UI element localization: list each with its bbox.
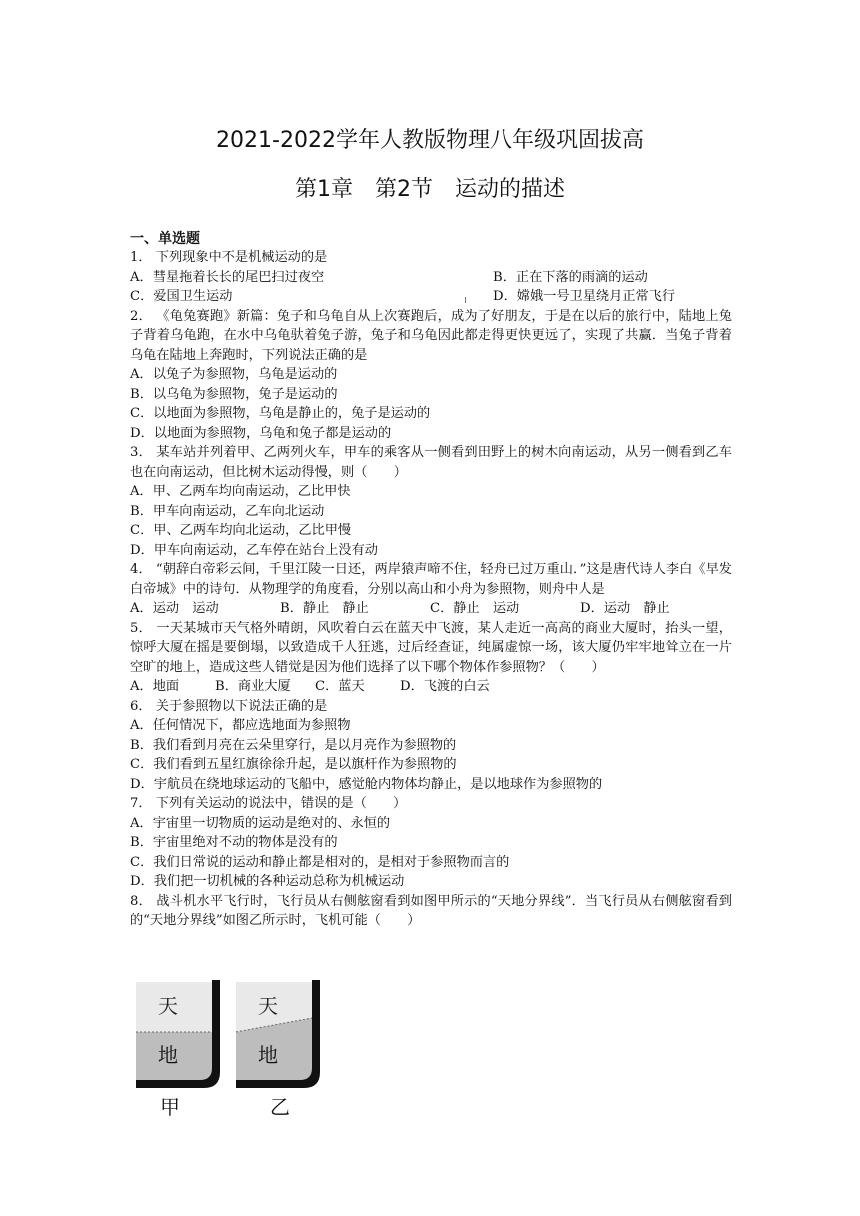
sky-label: 天 bbox=[158, 994, 178, 1018]
question-8-stem: 8． 战斗机水平飞行时，飞行员从右侧舷窗看到如图甲所示的“天地分界线”．当飞行员从右侧舷窗看到的“天地分界线”如图乙所示时，飞机可能（ ） bbox=[130, 893, 732, 928]
section-heading: 一、单选题 bbox=[130, 231, 200, 247]
q4-option-a: A．运动 运动 bbox=[130, 601, 219, 616]
q3-option-b: B．甲车向南运动，乙车向北运动 bbox=[130, 503, 325, 519]
q7-option-a: A．宇宙里一切物质的运动是绝对的、永恒的 bbox=[130, 815, 391, 831]
question-7-stem: 7． 下列有关运动的说法中，错误的是（ ） bbox=[130, 796, 407, 811]
q5-option-d: D．飞渡的白云 bbox=[400, 679, 490, 694]
horizon-figure bbox=[134, 980, 334, 1120]
q1-option-d: D．嫦娥一号卫星绕月正常飞行 bbox=[493, 289, 676, 304]
ground-label: 地 bbox=[258, 1043, 278, 1067]
q4-option-c: C．静止 运动 bbox=[430, 601, 520, 616]
question-4-stem: 4． “朝辞白帝彩云间，千里江陵一日还，两岸猿声啼不住，轻舟已过万重山．”这是唐代诗人李白《早发白帝城》中的诗句．从物理学的角度看，分别以高山和小舟为参照物，则舟中人是 bbox=[130, 562, 732, 597]
question-5-options bbox=[130, 677, 732, 697]
question-1-stem: 1． 下列现象中不是机械运动的是 bbox=[130, 250, 328, 265]
q7-option-d: D．我们把一切机械的各种运动总称为机械运动 bbox=[130, 874, 405, 889]
question-6-stem: 6． 关于参照物以下说法正确的是 bbox=[130, 698, 328, 714]
q6-option-c: C．我们看到五星红旗徐徐升起，是以旗杆作为参照物的 bbox=[130, 757, 457, 772]
q7-option-c: C．我们日常说的运动和静止都是相对的，是相对于参照物而言的 bbox=[130, 854, 510, 870]
q6-option-d: D．宇航员在绕地球运动的飞船中，感觉舱内物体均静止，是以地球作为参照物的 bbox=[130, 776, 603, 792]
q4-option-d: D．运动 静止 bbox=[580, 601, 670, 616]
sky-label: 天 bbox=[258, 994, 278, 1018]
q3-option-d: D．甲车向南运动，乙车停在站台上没有动 bbox=[130, 542, 378, 558]
q1-option-b: B．正在下落的雨滴的运动 bbox=[493, 269, 648, 285]
q2-option-c: C．以地面为参照物，乌龟是静止的，兔子是运动的 bbox=[130, 406, 431, 421]
q2-option-d: D．以地面为参照物，乌龟和兔子都是运动的 bbox=[130, 425, 392, 441]
panel-label-b: 乙 bbox=[270, 1095, 290, 1119]
q1-option-c: C．爱国卫生运动 bbox=[130, 289, 233, 304]
q5-option-b: B．商业大厦 bbox=[215, 679, 291, 694]
q6-option-a: A．任何情况下，都应选地面为参照物 bbox=[130, 718, 351, 733]
question-1-options-row1 bbox=[130, 268, 732, 288]
panel-label-a: 甲 bbox=[160, 1095, 180, 1119]
q2-option-a: A．以兔子为参照物，乌龟是运动的 bbox=[130, 367, 338, 382]
chapter-title: 第1章 第2节 运动的描述 bbox=[295, 177, 565, 202]
q5-option-c: C．蓝天 bbox=[315, 679, 365, 694]
figure-panel-b bbox=[236, 980, 320, 1119]
question-list bbox=[130, 248, 732, 931]
document-title: 2021-2022学年人教版物理八年级巩固拔高 bbox=[216, 128, 644, 153]
q1-option-a: A．彗星拖着长长的尾巴扫过夜空 bbox=[130, 269, 325, 285]
q5-option-a: A．地面 bbox=[130, 679, 180, 694]
question-1-options-row2 bbox=[130, 287, 732, 307]
q3-option-c: C．甲、乙两车均向北运动，乙比甲慢 bbox=[130, 523, 352, 538]
q3-option-a: A．甲、乙两车均向南运动，乙比甲快 bbox=[130, 484, 351, 499]
q2-option-b: B．以乌龟为参照物，兔子是运动的 bbox=[130, 386, 338, 402]
figure-panel-a bbox=[136, 980, 220, 1119]
question-4-options bbox=[130, 599, 732, 619]
q4-option-b: B．静止 静止 bbox=[280, 601, 369, 616]
q7-option-b: B．宇宙里绝对不动的物体是没有的 bbox=[130, 835, 338, 850]
ground-label: 地 bbox=[158, 1043, 178, 1067]
question-3-stem: 3． 某车站并列着甲、乙两列火车，甲车的乘客从一侧看到田野上的树木向南运动，从另一侧看到乙车也在向南运动，但比树木运动得慢，则（ ） bbox=[130, 445, 732, 480]
question-2-stem: 2． 《龟兔赛跑》新篇：兔子和乌龟自从上次赛跑后，成为了好朋友，于是在以后的旅行中，陆地上兔子背着乌龟跑，在水中乌龟驮着兔子游，兔子和乌龟因此都走得更快更远了，实现了共赢．当兔子背着乌龟在陆地上奔跑时，下列说法正确的是 bbox=[130, 308, 732, 363]
question-5-stem: 5． 一天某城市天气格外晴朗，风吹着白云在蓝天中飞渡，某人走近一高高的商业大厦时，抬头一望，惊呼大厦在摇是要倒塌，以致造成千人狂逃，过后经查证，纯属虚惊一场，该大厦仍牢牢地耸立在一片空旷的地上，造成这些人错觉是因为他们选择了以下哪个物体作参照物？（ ） bbox=[130, 620, 732, 675]
q6-option-b: B．我们看到月亮在云朵里穿行，是以月亮作为参照物的 bbox=[130, 737, 457, 753]
